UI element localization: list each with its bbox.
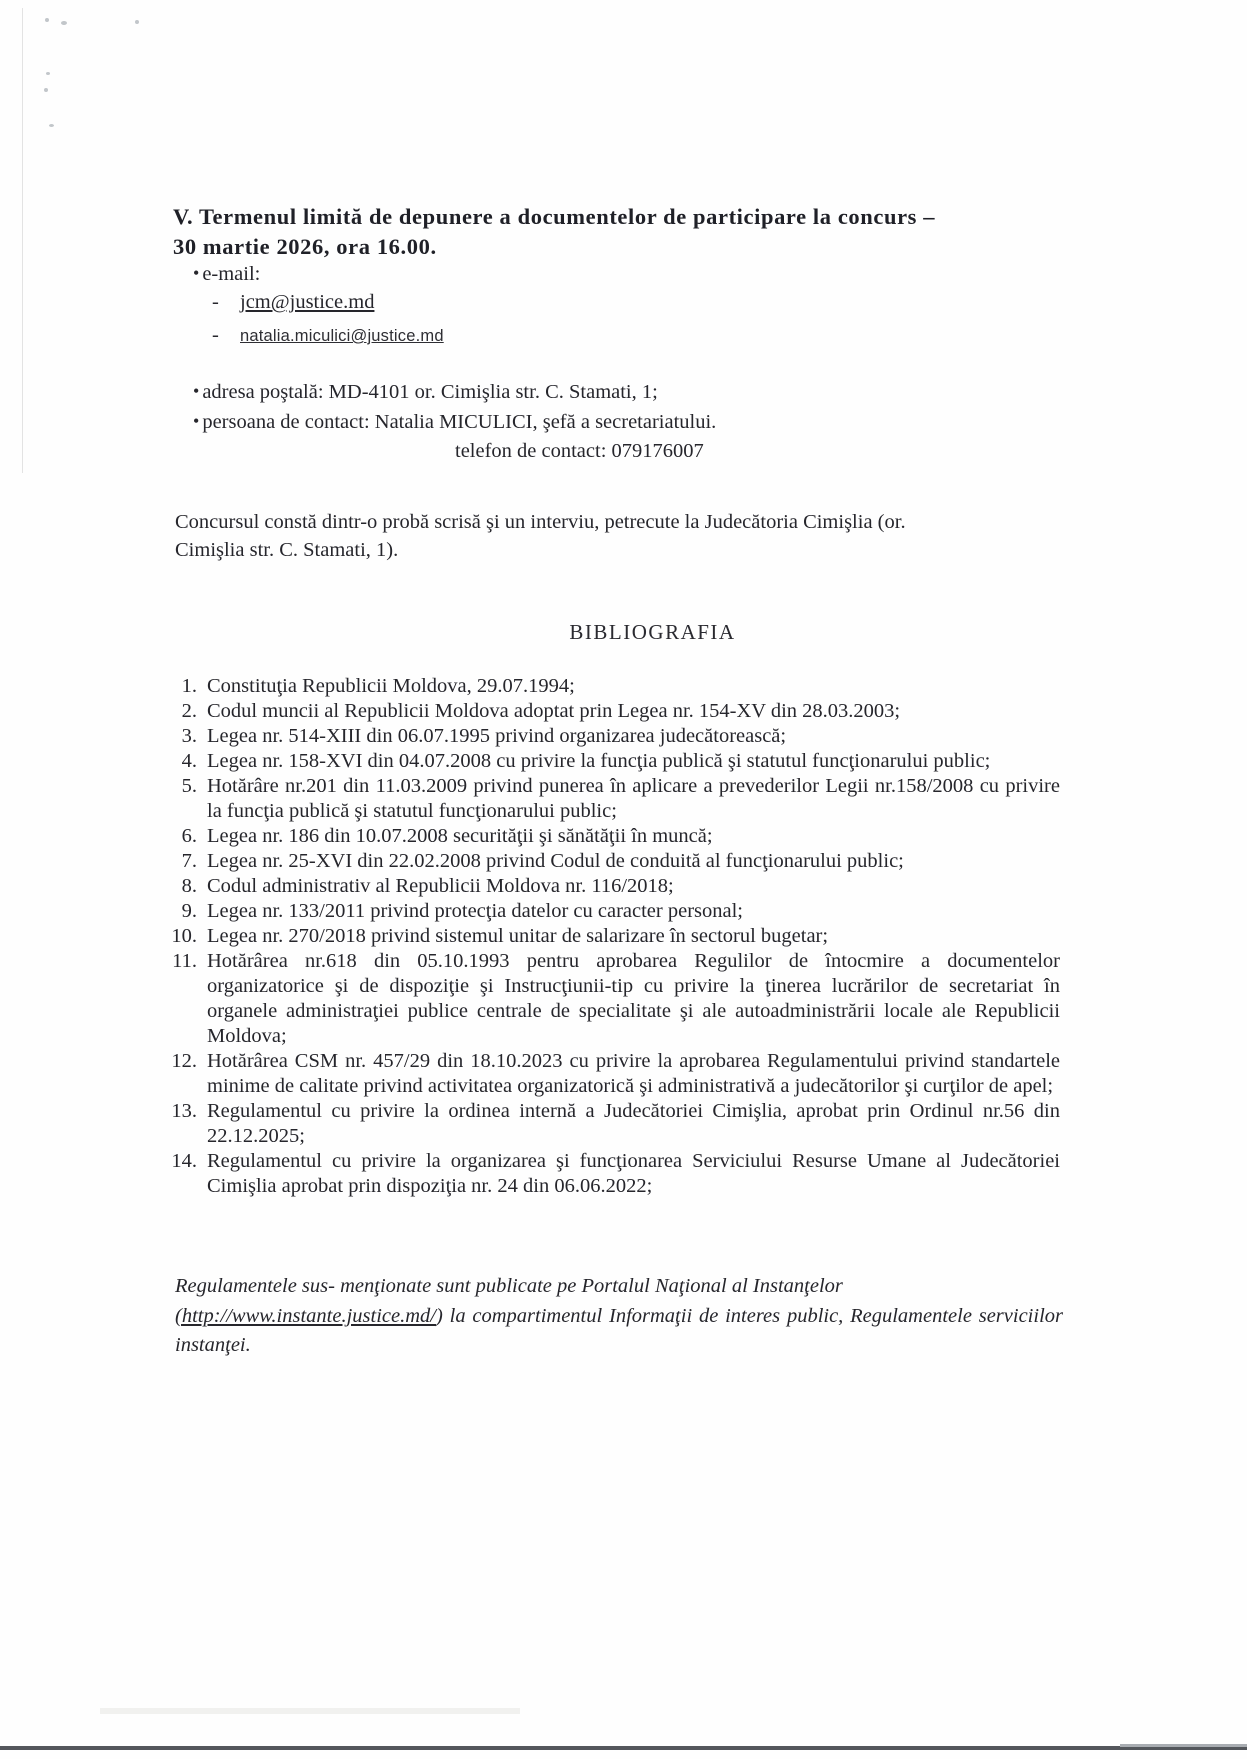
scan-speckle (49, 124, 54, 127)
item-number: 1. (181, 675, 197, 697)
item-number: 4. (181, 750, 197, 772)
item-text: Hotărârea CSM nr. 457/29 din 18.10.2023 cu privire la aprobarea Regulamentului privind standartele minime de calitate privind activitatea organizatorică şi administrativă a judecătorilor şi curţilor de apel; (207, 1050, 1060, 1097)
bibliography-item (150, 849, 1060, 874)
bibliography-item (150, 699, 1060, 724)
intro-paragraph (175, 508, 1080, 564)
item-text: Legea nr. 25-XVI din 22.02.2008 privind Codul de conduită al funcţionarului public; (207, 850, 904, 872)
intro-line1: Concursul constă dintr-o probă scrisă şi un interviu, petrecute la Judecătoria Cimişlia (or. (175, 511, 906, 533)
item-text: Legea nr. 270/2018 privind sistemul unitar de salarizare în sectorul bugetar; (207, 925, 829, 947)
bibliography-item (150, 899, 1060, 924)
dash-icon: - (212, 324, 219, 346)
contact-phone: telefon de contact: 079176007 (455, 440, 704, 462)
bibliography-item (150, 774, 1060, 824)
item-number: 10. (171, 925, 197, 947)
portal-url-link[interactable]: (http://www.instante.justice.md/ (175, 1304, 436, 1327)
address-row (193, 376, 658, 407)
bibliography-item (150, 924, 1060, 949)
item-number: 5. (181, 775, 197, 797)
item-number: 8. (181, 875, 197, 897)
scan-speckle (45, 18, 49, 22)
item-number: 11. (172, 950, 197, 972)
item-number: 13. (171, 1100, 197, 1122)
item-text: Legea nr. 186 din 10.07.2008 securităţii şi sănătăţii în muncă; (207, 825, 713, 847)
scan-smudge (100, 1708, 520, 1714)
bibliography-item (150, 724, 1060, 749)
item-text: Codul administrativ al Republicii Moldova nr. 116/2018; (207, 875, 674, 897)
dash-icon: - (212, 291, 219, 313)
scan-edge-line (0, 1746, 1247, 1750)
bibliography-item (150, 824, 1060, 849)
postal-address: adresa poştală: MD-4101 or. Cimişlia str. C. Stamati, 1; (202, 381, 658, 403)
item-text: Hotărâre nr.201 din 11.03.2009 privind punerea în aplicare a prevederilor Legii nr.158/2008 cu privire la funcţia publică şi statutul funcţionarului public; (207, 775, 1060, 822)
item-text: Hotărârea nr.618 din 05.10.1993 pentru aprobarea Regulilor de întocmire a documentelor organizatorice şi de dispoziţie şi Instrucţiunii-tip cu privire la ţinerea lucrărilor de secretariat în organele administraţiei publice centrale de specialitate şi ale autoadministrării locale ale Republicii Moldova; (207, 950, 1060, 1047)
scan-speckle (46, 72, 50, 75)
item-number: 9. (181, 900, 197, 922)
email-label-row (193, 258, 260, 289)
bibliography-item (150, 949, 1060, 1049)
section-title-line1: V. Termenul limită de depunere a documentelor de participare la concurs – (173, 204, 936, 229)
bullet-icon: • (193, 411, 200, 431)
bibliography-item (150, 749, 1060, 774)
section-title (173, 202, 1078, 262)
item-number: 3. (181, 725, 197, 747)
item-number: 7. (181, 850, 197, 872)
footer-note-rest: ) la compartimentul Informaţii de interes public, Regulamentele serviciilor instanţei. (175, 1304, 1063, 1356)
bibliography-heading: BIBLIOGRAFIA (569, 620, 736, 644)
bibliography-item (150, 674, 1060, 699)
item-text: Legea nr. 133/2011 privind protecţia datelor cu caracter personal; (207, 900, 744, 922)
bibliography-item (150, 1049, 1060, 1099)
item-number: 12. (171, 1050, 197, 1072)
item-number: 14. (171, 1150, 197, 1172)
email-item-row (212, 321, 444, 351)
email-label: e-mail: (202, 263, 261, 285)
bullet-icon: • (193, 263, 200, 283)
scan-edge-fade (1120, 1744, 1247, 1747)
item-text: Codul muncii al Republicii Moldova adoptat prin Legea nr. 154-XV din 28.03.2003; (207, 700, 901, 722)
item-text: Constituţia Republicii Moldova, 29.07.1994; (207, 675, 575, 697)
contact-person-row (193, 406, 716, 437)
footer-note-line1: Regulamentele sus- menţionate sunt publicate pe Portalul Naţional al Instanţelor (175, 1275, 843, 1297)
item-number: 6. (181, 825, 197, 847)
email-item-row (212, 288, 374, 318)
footer-note (175, 1272, 1063, 1361)
bibliography-item (150, 1149, 1060, 1199)
scan-left-edge-line (22, 8, 23, 473)
bibliography-list (150, 674, 1060, 1199)
item-text: Regulamentul cu privire la organizarea şi funcţionarea Serviciului Resurse Umane al Judecătoriei Cimişlia aprobat prin dispoziţia nr. 24 din 06.06.2022; (207, 1150, 1060, 1197)
item-text: Legea nr. 158-XVI din 04.07.2008 cu privire la funcţia publică şi statutul funcţionarului public; (207, 750, 991, 772)
email-link-natalia[interactable]: natalia.miculici@justice.md (240, 327, 444, 345)
bullet-icon: • (193, 381, 200, 401)
scan-speckle (61, 21, 67, 25)
scan-speckle (44, 88, 48, 92)
intro-line2: Cimişlia str. C. Stamati, 1). (175, 539, 399, 561)
bibliography-item (150, 874, 1060, 899)
email-link-jcm[interactable]: jcm@justice.md (240, 291, 375, 313)
scan-speckle (135, 20, 139, 24)
item-text: Regulamentul cu privire la ordinea internă a Judecătoriei Cimişlia, aprobat prin Ordinul nr.56 din 22.12.2025; (207, 1100, 1060, 1147)
bibliography-item (150, 1099, 1060, 1149)
section-title-line2: 30 martie 2026, ora 16.00. (173, 234, 437, 259)
item-number: 2. (181, 700, 197, 722)
item-text: Legea nr. 514-XIII din 06.07.1995 privind organizarea judecătorească; (207, 725, 787, 747)
contact-person: persoana de contact: Natalia MICULICI, şefă a secretariatului. (202, 411, 717, 433)
